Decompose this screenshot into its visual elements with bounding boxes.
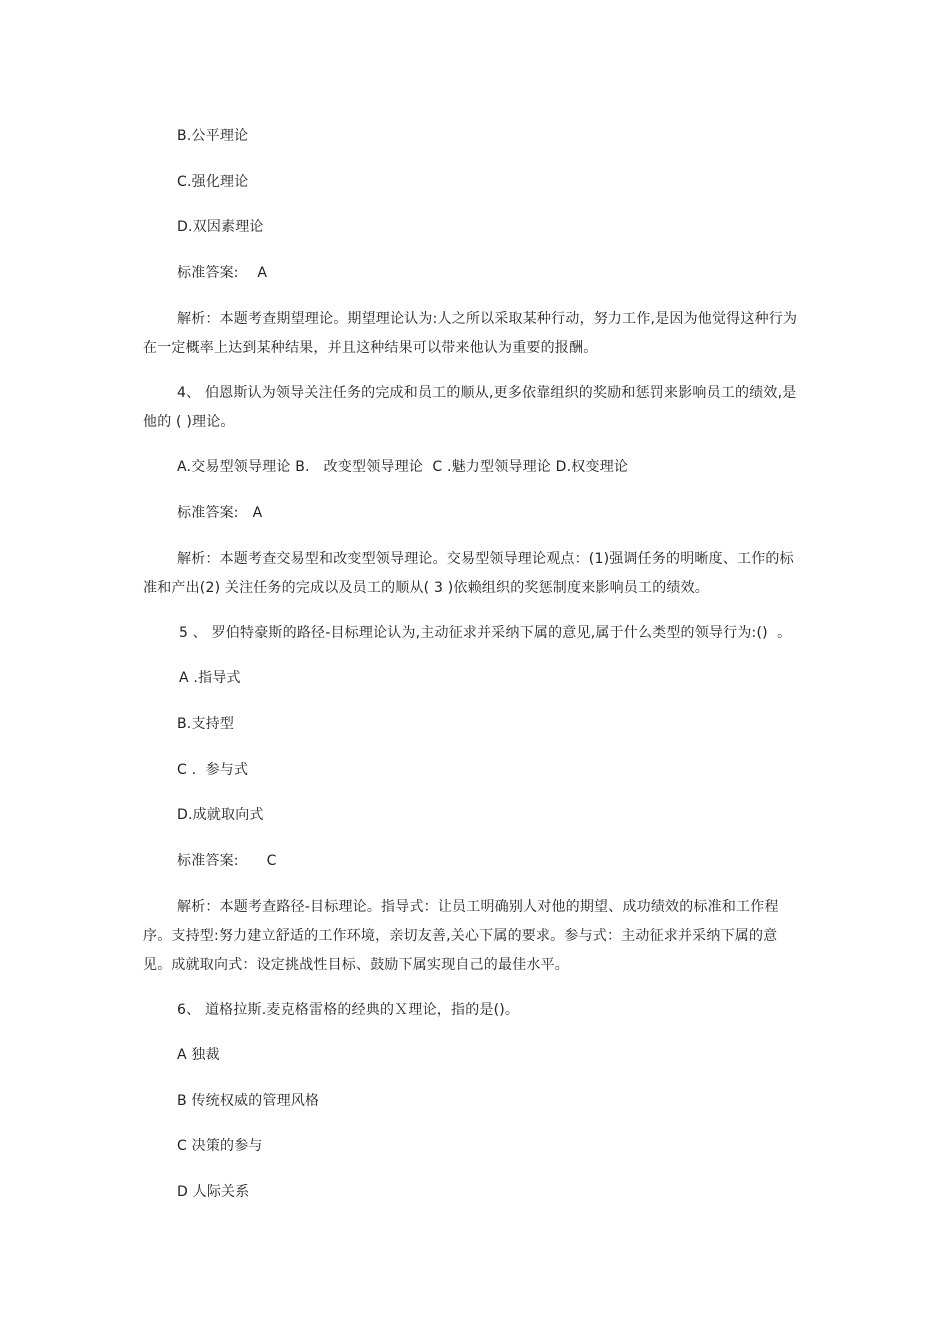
q5-answer: 标准答案: C bbox=[177, 853, 277, 869]
q3-analysis: 解析：本题考查期望理论。期望理论认为:人之所以采取某种行动，努力工作,是因为他觉得这种行为在一定概率上达到某种结果，并且这种结果可以带来他认为重要的报酬。 bbox=[143, 311, 798, 356]
q3-option-d: D.双因素理论 bbox=[177, 219, 264, 235]
q5-option-a: A .指导式 bbox=[179, 670, 241, 686]
q5-option-d: D.成就取向式 bbox=[177, 807, 264, 823]
q4-answer: 标准答案: A bbox=[177, 505, 263, 521]
q6-question: 6、 道格拉斯.麦克格雷格的经典的Ｘ理论，指的是()。 bbox=[177, 1002, 520, 1018]
q6-option-d: D 人际关系 bbox=[177, 1184, 250, 1200]
q3-option-b: B.公平理论 bbox=[177, 128, 249, 144]
q6-option-c: C 决策的参与 bbox=[177, 1138, 263, 1154]
q3-answer: 标准答案: A bbox=[177, 265, 268, 281]
q4-options: A.交易型领导理论 B. 改变型领导理论 C .魅力型领导理论 D.权变理论 bbox=[177, 459, 629, 475]
q5-question: 5 、 罗伯特豪斯的路径-目标理论认为,主动征求并采纳下属的意见,属于什么类型的领导行为:() 。 bbox=[179, 625, 792, 641]
q3-option-c: C.强化理论 bbox=[177, 174, 249, 190]
q5-option-c: C . 参与式 bbox=[177, 762, 249, 778]
q6-option-a: A 独裁 bbox=[177, 1047, 220, 1063]
q4-analysis: 解析：本题考查交易型和改变型领导理论。交易型领导理论观点：(1)强调任务的明晰度、工作的标准和产出(2) 关注任务的完成以及员工的顺从( 3 )依赖组织的奖惩制度来影响员工的绩效。 bbox=[143, 551, 794, 596]
q5-analysis: 解析：本题考查路径-目标理论。指导式：让员工明确别人对他的期望、成功绩效的标准和工作程序。支持型:努力建立舒适的工作环境，亲切友善,关心下属的要求。参与式：主动征求并采纳下属的意见。成就取向式：设定挑战性目标、鼓励下属实现自己的最佳水平。 bbox=[143, 899, 779, 973]
q6-option-b: B 传统权威的管理风格 bbox=[177, 1093, 320, 1109]
q5-option-b: B.支持型 bbox=[177, 716, 235, 732]
q4-question: 4、 伯恩斯认为领导关注任务的完成和员工的顺从,更多依靠组织的奖励和惩罚来影响员工的绩效,是他的 ( )理论。 bbox=[143, 385, 797, 430]
